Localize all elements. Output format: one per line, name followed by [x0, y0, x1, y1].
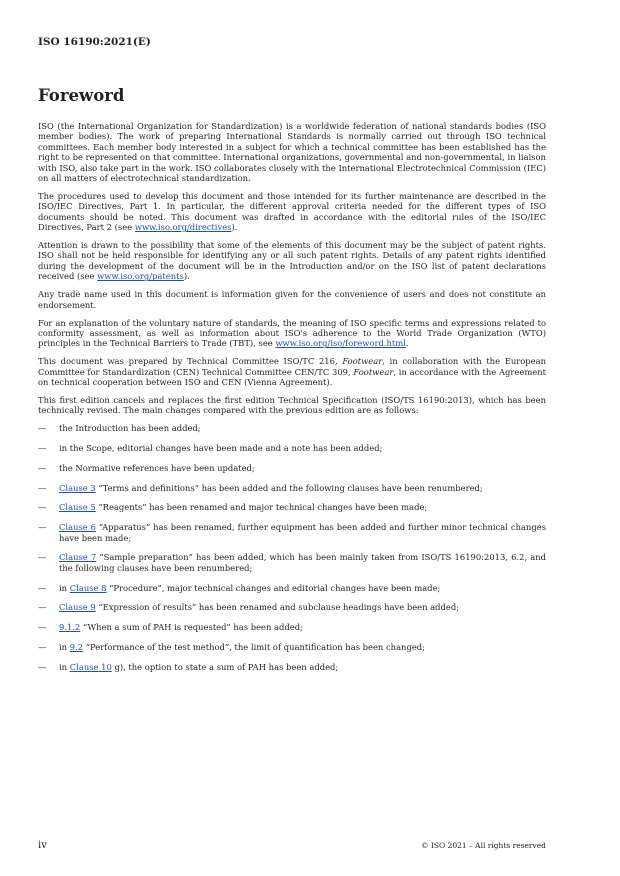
list-item: — in 9.2 “Performance of the test method”, the limit of quantification has been changed;	[38, 642, 425, 653]
changes-list	[38, 423, 546, 672]
list-item: — in Clause 8 “Procedure”, major technical changes and editorial changes have been made;	[38, 582, 441, 593]
clause-9-link[interactable]: Clause 9	[59, 602, 96, 613]
clause-7-link[interactable]: Clause 7	[59, 552, 97, 563]
directives-link[interactable]: www.iso.org/directives	[134, 222, 232, 233]
list-item: — Clause 6 “Apparatus” has been renamed, further equipment has been added and further minor technical changes have been made;	[38, 522, 547, 543]
clause-6-link[interactable]: Clause 6	[59, 522, 96, 533]
paragraph-directives: The procedures used to develop this document and those intended for its further maintenance are described in the ISO/IEC Directives, Part 1. In particular, the different approval criteria needed for the different types of ISO documents should be noted. This document was drafted in accordance with the editorial rules of the ISO/IEC Directives, Part 2 (see www.iso.org/directives).	[38, 190, 546, 233]
list-item: — in Clause 10 g), the option to state a sum of PAH has been added;	[38, 661, 339, 672]
foreword-link[interactable]: www.iso.org/iso/foreword.html	[275, 338, 406, 349]
page-number: iv	[38, 840, 47, 851]
list-item: — Clause 9 “Expression of results” has been renamed and subclause headings have been added;	[38, 602, 460, 613]
subclause-9-1-2-link[interactable]: 9.1.2	[59, 622, 81, 633]
subclause-9-2-link[interactable]: 9.2	[69, 642, 84, 653]
page-title: Foreword	[38, 86, 125, 105]
list-item: — in the Scope, editorial changes have been made and a note has been added;	[38, 443, 383, 454]
list-item: — the Introduction has been added;	[38, 423, 201, 434]
document-id-header: ISO 16190:2021(E)	[38, 36, 151, 48]
clause-5-link[interactable]: Clause 5	[59, 502, 96, 513]
paragraph-committee: This document was prepared by Technical Committee ISO/TC 216, Footwear, in collaboration with the European Committee for Standardization (CEN) Technical Committee CEN/TC 309, Footwear, in accordance with the Agreement on technical cooperation between ISO and CEN (Vienna Agreement).	[38, 356, 546, 388]
clause-10-link[interactable]: Clause 10	[69, 661, 112, 672]
patents-link[interactable]: www.iso.org/patents	[97, 271, 184, 282]
list-item: — the Normative references have been updated;	[38, 462, 255, 473]
list-item: — Clause 3 “Terms and definitions” has been added and the following clauses have been renumbered;	[38, 482, 483, 493]
paragraph-trade-name: Any trade name used in this document is information given for the convenience of users and does not constitute an endorsement.	[38, 289, 546, 310]
list-item: — 9.1.2 “When a sum of PAH is requested” has been added;	[38, 622, 303, 633]
copyright-notice: © ISO 2021 – All rights reserved	[421, 841, 546, 850]
paragraph-iso-federation: ISO (the International Organization for Standardization) is a worldwide federation of national standards bodies (ISO member bodies). The work of preparing International Standards is normally carried out through ISO technical committees. Each member body interested in a subject for which a technical committee has been established has the right to be represented on that committee. International organizations, governmental and non-governmental, in liaison with ISO, also take part in the work. ISO collaborates closely with the International Electrotechnical Commission (IEC) on all matters of electrotechnical standardization.	[38, 121, 546, 184]
paragraph-edition: This first edition cancels and replaces the first edition Technical Specification (ISO/TS 16190:2013), which has been technically revised. The main changes compared with the previous edition are as follows:	[38, 394, 546, 416]
list-item: — Clause 5 “Reagents” has been renamed and major technical changes have been made;	[38, 502, 428, 513]
paragraph-patents: Attention is drawn to the possibility that some of the elements of this document may be the subject of patent rights. ISO shall not be held responsible for identifying any or all such patent rights. Details of any patent rights identified during the development of the document will be in the Introduction and/or on the ISO list of patent declarations received (see www.iso.org/patents).	[38, 240, 546, 282]
clause-8-link[interactable]: Clause 8	[69, 582, 107, 593]
foreword-body	[38, 121, 546, 682]
paragraph-voluntary-nature: For an explanation of the voluntary nature of standards, the meaning of ISO specific terms and expressions related to conformity assessment, as well as information about ISO's adherence to the World Trade Organization (WTO) principles in the Technical Barriers to Trade (TBT), see www.iso.org/iso/foreword.html.	[38, 317, 546, 349]
list-item: — Clause 7 “Sample preparation” has been added, which has been mainly taken from ISO/TS 16190:2013, 6.2, and the following clauses have been renumbered;	[38, 552, 546, 573]
clause-3-link[interactable]: Clause 3	[59, 482, 96, 493]
